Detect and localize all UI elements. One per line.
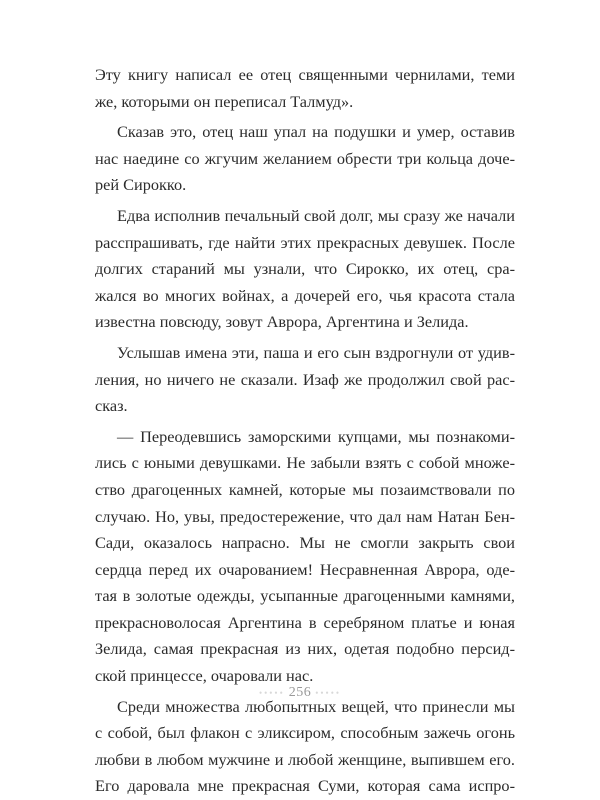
paragraph — [95, 203, 515, 336]
page-number: 256 — [288, 685, 312, 700]
text-line: жался во многих войнах, а дочерей его, чья красота стала — [95, 285, 515, 305]
paragraph — [95, 119, 515, 199]
text-line: лись с юными девушками. Не забыли взять с собой множе- — [95, 453, 515, 473]
text-line: ления, но ничего не сказали. Изаф же продолжил свой рас- — [95, 369, 515, 389]
text-line: — Переодевшись заморскими купцами, мы познакоми- — [117, 426, 515, 446]
text-line: любви в любом мужчине и любой женщине, выпившем его. — [95, 749, 515, 769]
paragraph — [95, 424, 515, 690]
text-line: же, которыми он переписал Талмуд». — [95, 91, 354, 111]
paragraph — [95, 62, 515, 115]
footer-ornament-left: ••••• — [258, 687, 285, 698]
text-line: ство драгоценных камней, которые мы позаимствовали по — [95, 479, 515, 499]
paragraph — [95, 694, 515, 800]
text-line: Сказав это, отец наш упал на подушки и умер, оставив — [117, 122, 515, 142]
text-line: сердца перед их очарованием! Несравненная Аврора, оде- — [95, 559, 515, 579]
text-line: рей Сирокко. — [95, 175, 187, 195]
text-line: расспрашивать, где найти этих прекрасных девушек. После — [95, 232, 515, 252]
paragraph — [95, 340, 515, 420]
text-line: сказ. — [95, 396, 128, 416]
text-line: долгих стараний мы узнали, что Сирокко, их отец, сра- — [95, 259, 515, 279]
text-line: известна повсюду, зовут Аврора, Аргентина и Зелида. — [95, 312, 469, 332]
text-line: ской принцессе, очаровали нас. — [95, 666, 314, 686]
text-line: Едва исполнив печальный свой долг, мы сразу же начали — [117, 205, 515, 225]
page-footer — [0, 685, 600, 701]
text-line: случаю. Но, увы, предостережение, что дал нам Натан Бен- — [95, 506, 515, 526]
footer-ornament-right: ••••• — [315, 687, 342, 698]
text-line: Сади, оказалось напрасно. Мы не смогли закрыть свои — [95, 533, 515, 553]
text-line: прекрасноволосая Аргентина в серебряном платье и юная — [95, 612, 515, 632]
text-line: с собой, был флакон с эликсиром, способным зажечь огонь — [95, 723, 515, 743]
text-line: Среди множества любопытных вещей, что принесли мы — [117, 696, 515, 716]
text-line: тая в золотые одежды, усыпанные драгоценными камнями, — [95, 586, 515, 606]
text-line: нас наедине со жгучим желанием обрести три кольца доче- — [95, 148, 515, 168]
text-line: Услышав имена эти, паша и его сын вздрогнули от удив- — [117, 342, 515, 362]
text-line: Зелида, самая прекрасная из них, одетая подобно персид- — [95, 639, 515, 659]
text-line: Его даровала мне прекрасная Суми, которая сама испро- — [95, 776, 515, 796]
text-line: Эту книгу написал ее отец священными чернилами, теми — [95, 65, 515, 84]
